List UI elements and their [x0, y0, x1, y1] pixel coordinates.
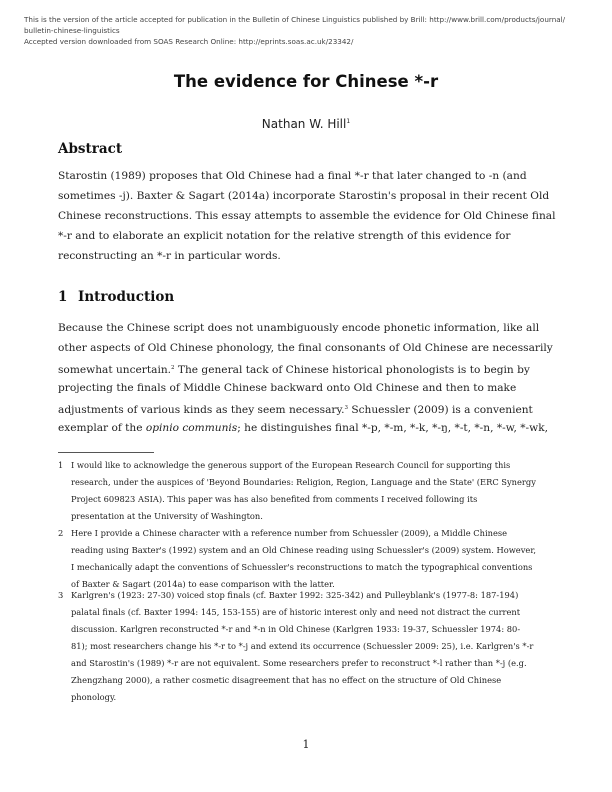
- author-name: Nathan W. Hill: [261, 117, 347, 131]
- body-line: [58, 358, 558, 378]
- body-line: Because the Chinese script does not unambiguously encode phonetic information, like all: [58, 322, 540, 334]
- italic-term: opinio communis: [145, 422, 238, 434]
- abstract-line: Starostin (1989) proposes that Old Chinese had a final *-r that later changed to -n (and: [58, 170, 527, 182]
- footnote-separator: [58, 452, 154, 453]
- publication-note-line: Accepted version downloaded from SOAS Research Online: http://eprints.soas.ac.uk/23342/: [24, 37, 354, 46]
- footnote-line: and Starostin's (1989) *-r are not equivalent. Some researchers prefer to reconstruct *-l rather than *-j (e.g.: [71, 658, 527, 668]
- footnote-number: 2: [58, 528, 64, 538]
- body-line: projecting the finals of Middle Chinese backward onto Old Chinese and then to make: [58, 382, 517, 394]
- body-line: other aspects of Old Chinese phonology, the final consonants of Old Chinese are necessarily: [58, 342, 553, 354]
- footnote-mark[interactable]: 2: [171, 365, 175, 371]
- footnote-line: presentation at the University of Washington.: [71, 511, 263, 521]
- body-text: adjustments of various kinds as they seem necessary.: [58, 404, 345, 416]
- footnote-line: discussion. Karlgren reconstructed *-r and *-n in Old Chinese (Karlgren 1933: 19-37, Schuessler 1974: 80-: [71, 624, 521, 634]
- footnote-line: Project 609823 ASIA). This paper was has also benefited from comments I received following its: [71, 494, 478, 504]
- publication-note-line: bulletin-chinese-linguistics: [24, 26, 120, 35]
- body-line: [58, 398, 558, 418]
- footnote-line: Zhengzhang 2000), a rather cosmetic disagreement that has no effect on the structure of Old Chinese: [71, 675, 502, 685]
- introduction-paragraph: [58, 318, 558, 438]
- footnote-line: reading using Baxter's (1992) system and an Old Chinese reading using Schuessler's (2009) system. However,: [71, 545, 537, 555]
- footnote-number: 3: [58, 590, 64, 600]
- footnote-line: I would like to acknowledge the generous support of the European Research Council for supporting this: [71, 460, 511, 470]
- body-text: exemplar of the: [58, 422, 146, 434]
- footnote-line: palatal finals (cf. Baxter 1994: 145, 153-155) are of historic interest only and need not distract the current: [71, 607, 521, 617]
- abstract-line: sometimes -j). Baxter & Sagart (2014a) incorporate Starostin's proposal in their recent Old: [58, 190, 550, 202]
- author-line: [0, 117, 612, 131]
- body-text: The general tack of Chinese historical phonologists is to begin by: [174, 364, 530, 376]
- publication-note: [24, 14, 594, 47]
- introduction-heading: [58, 289, 174, 305]
- footnote-line: research, under the auspices of 'Beyond Boundaries: Religion, Region, Language and the State' (ERC Synergy: [71, 477, 536, 487]
- page-number: 1: [302, 738, 310, 751]
- abstract-paragraph: [58, 166, 558, 266]
- author-footnote-mark[interactable]: 1: [346, 118, 351, 125]
- section-number: 1: [58, 289, 68, 305]
- body-text: ; he distinguishes final *-p, *-m, *-k, *-ŋ, *-t, *-n, *-w, *-wk,: [237, 422, 548, 434]
- footnote-mark[interactable]: 3: [344, 405, 348, 411]
- publication-note-line: This is the version of the article accepted for publication in the Bulletin of Chinese Linguistics published by Brill: http://www.brill.com/products/journal/: [24, 15, 566, 24]
- paper-title: The evidence for Chinese *-r: [173, 72, 439, 91]
- footnote-body: [71, 525, 558, 593]
- footnote-line: I mechanically adapt the conventions of Schuessler's reconstructions to match the typographical conventions: [71, 562, 533, 572]
- body-text: somewhat uncertain.: [58, 364, 172, 376]
- abstract-line: *-r and to elaborate an explicit notation for the relative strength of this evidence for: [58, 230, 511, 242]
- footnote-body: [71, 457, 558, 525]
- footnote-line: phonology.: [71, 692, 117, 702]
- abstract-line: Chinese reconstructions. This essay attempts to assemble the evidence for Old Chinese final: [58, 210, 556, 222]
- section-title: Introduction: [78, 289, 175, 305]
- abstract-line: reconstructing an *-r in particular words.: [58, 250, 281, 262]
- footnote-line: Here I provide a Chinese character with a reference number from Schuessler (2009), a Middle Chinese: [71, 528, 508, 538]
- footnote-line: Karlgren's (1923: 27-30) voiced stop finals (cf. Baxter 1992: 325-342) and Pulleyblank's (1977-8: 187-194): [71, 590, 519, 600]
- body-text: Schuessler (2009) is a convenient: [347, 404, 533, 416]
- footnote-line: of Baxter & Sagart (2014a) to ease comparison with the latter.: [71, 579, 335, 589]
- footnote-number: 1: [58, 460, 64, 470]
- footnote-line: 81); most researchers change his *-r to *-j and extend its occurrence (Schuessler 2009: 25), i.e. Karlgren's *-r: [71, 641, 534, 651]
- footnote-body: [71, 587, 558, 706]
- abstract-heading: Abstract: [58, 141, 123, 157]
- body-line: [58, 418, 558, 438]
